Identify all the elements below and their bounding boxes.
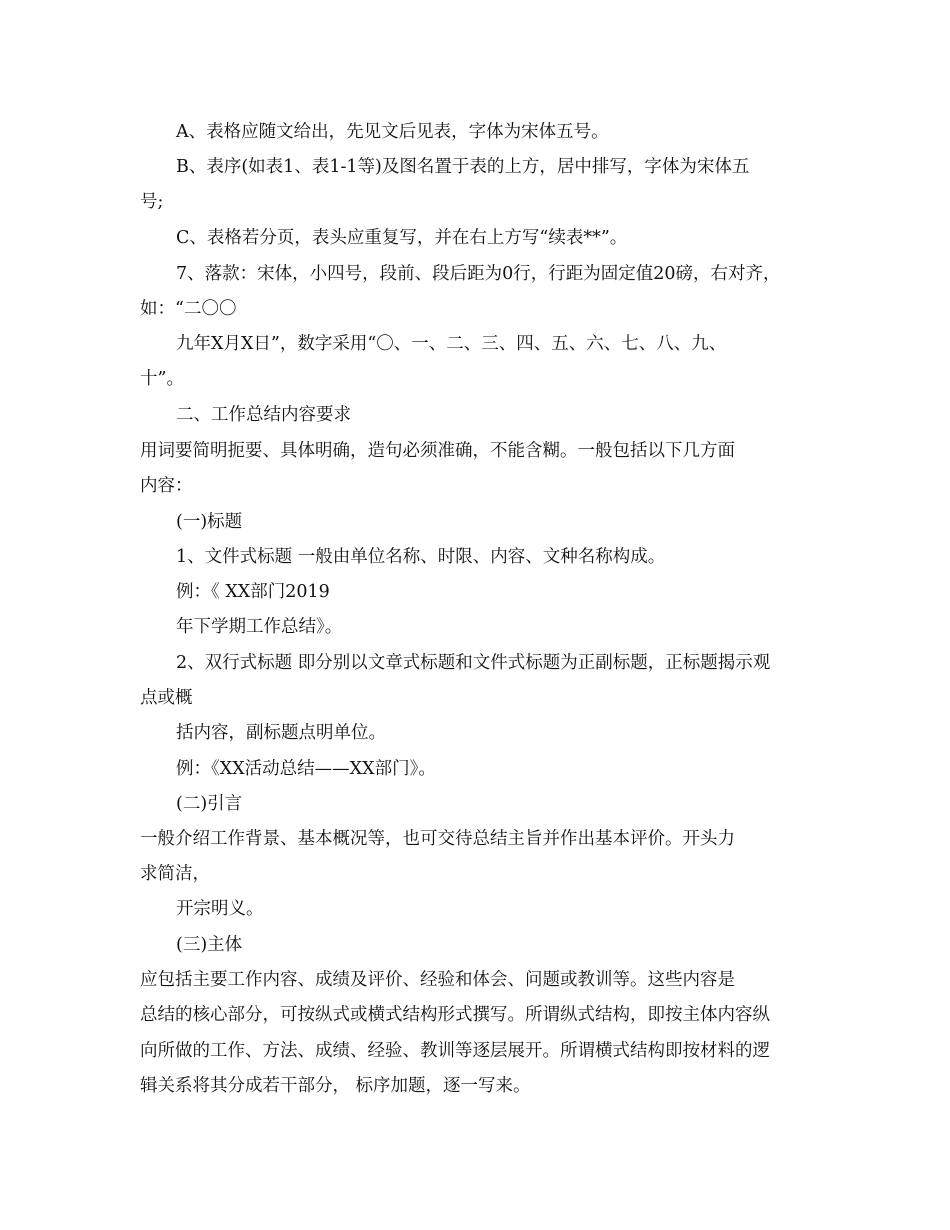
text-line-main-body-2: 总结的核心部分，可按纵式或横式结构形式撰写。所谓纵式结构，即按主体内容纵 bbox=[140, 1005, 770, 1025]
text-line-double-line-title: 2、双行式标题 即分别以文章式标题和文件式标题为正副标题，正标题揭示观 bbox=[176, 653, 771, 673]
text-line-main-body-4: 辑关系将其分成若干部分， 标序加题，逐一写来。 bbox=[140, 1076, 531, 1096]
text-line-table-rule-c: C、表格若分页，表头应重复写，并在右上方写“续表**”。 bbox=[176, 228, 628, 248]
text-line-introduction-cont-1: 求简洁， bbox=[140, 864, 210, 884]
subheading-title: (一)标题 bbox=[176, 512, 243, 532]
text-line-example-1: 例：《 XX部门2019 bbox=[176, 582, 330, 602]
text-line-signature-rule: 7、落款：宋体，小四号，段前、段后距为0行，行距为固定值20磅，右对齐， bbox=[176, 264, 781, 284]
text-line-example-1-cont: 年下学期工作总结》。 bbox=[176, 617, 343, 637]
text-line-introduction: 一般介绍工作背景、基本概况等，也可交待总结主旨并作出基本评价。开头力 bbox=[140, 829, 735, 849]
text-line-double-line-title-cont-2: 括内容，副标题点明单位。 bbox=[176, 723, 386, 743]
text-line-example-2: 例：《XX活动总结——XX部门》。 bbox=[176, 759, 436, 779]
subheading-main-body: (三)主体 bbox=[176, 935, 243, 955]
text-line-signature-rule-cont-2: 九年X月X日”，数字采用“〇、一、二、三、四、五、六、七、八、九、 bbox=[176, 334, 727, 354]
text-line-table-rule-b-cont: 号; bbox=[140, 192, 164, 212]
text-line-table-rule-b: B、表序(如表1、表1-1等)及图名置于表的上方，居中排写，字体为宋体五 bbox=[176, 157, 750, 177]
text-line-signature-rule-cont-3: 十”。 bbox=[140, 369, 184, 389]
text-line-main-body-1: 应包括主要工作内容、成绩及评价、经验和体会、问题或教训等。这些内容是 bbox=[140, 970, 735, 990]
text-line-wording-requirement-cont: 内容： bbox=[140, 476, 193, 496]
subheading-introduction: (二)引言 bbox=[176, 794, 243, 814]
text-line-wording-requirement: 用词要简明扼要、具体明确，造句必须准确，不能含糊。一般包括以下几方面 bbox=[140, 441, 735, 461]
text-line-double-line-title-cont-1: 点或概 bbox=[140, 688, 193, 708]
text-line-signature-rule-cont-1: 如：“二〇〇 bbox=[140, 299, 237, 319]
text-line-file-style-title: 1、文件式标题 一般由单位名称、时限、内容、文种名称构成。 bbox=[176, 547, 666, 567]
text-line-table-rule-a: A、表格应随文给出，先见文后见表，字体为宋体五号。 bbox=[176, 122, 609, 142]
text-line-main-body-3: 向所做的工作、方法、成绩、经验、教训等逐层展开。所谓横式结构即按材料的逻 bbox=[140, 1041, 770, 1061]
text-line-introduction-cont-2: 开宗明义。 bbox=[176, 899, 264, 919]
section-heading-content-requirements: 二、工作总结内容要求 bbox=[176, 405, 351, 425]
